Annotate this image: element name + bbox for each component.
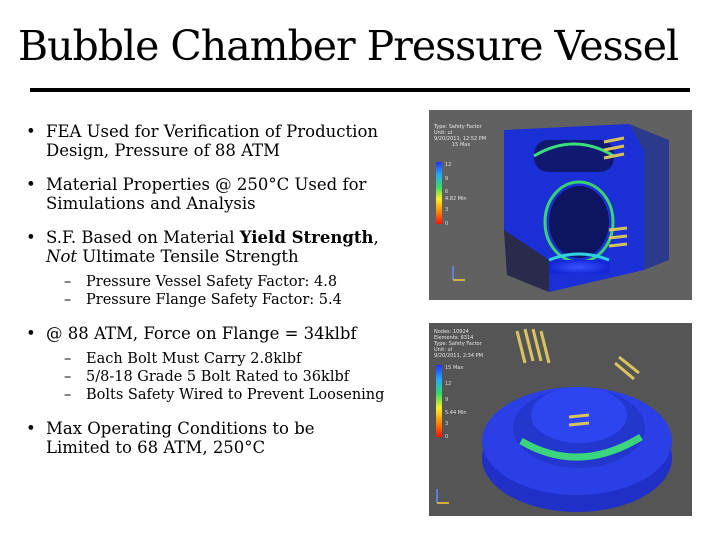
bullet-text: Design, Pressure of 88 ATM — [46, 141, 281, 160]
legend-line: 15 Max — [452, 142, 471, 148]
bullet-text: • @ 88 ATM, Force on Flange = 34klbf — [46, 324, 357, 343]
bullet-text: Simulations and Analysis — [46, 194, 256, 213]
sub-list — [46, 273, 426, 309]
legend-line: Unit: ul — [434, 130, 453, 136]
bullet-text: Limited to 68 ATM, 250°C — [46, 438, 266, 457]
fea-vessel-image — [429, 110, 692, 300]
sub-list — [46, 350, 426, 404]
legend-block — [434, 124, 514, 148]
bullet-list — [26, 122, 426, 472]
bullet-force — [26, 324, 426, 404]
scale-tick: 5.44 Min — [445, 410, 467, 416]
bullet-max-operating — [26, 419, 426, 457]
text-run: Ultimate Tensile Strength — [77, 247, 299, 266]
sub-item: – Pressure Flange Safety Factor: 5.4 — [64, 291, 426, 309]
color-scale-bar — [436, 365, 442, 437]
scale-tick: 4.82 Min — [445, 196, 467, 202]
bullet-text: • Material Properties @ 250°C Used for — [46, 175, 367, 194]
legend-line: Type: Safety Factor — [434, 341, 482, 347]
title-divider — [30, 88, 690, 92]
bullet-text — [46, 228, 426, 247]
text-emphasis: Yield Strength — [239, 228, 374, 247]
scale-tick: 0 — [445, 434, 449, 440]
sub-item: – Pressure Vessel Safety Factor: 4.8 — [64, 273, 426, 291]
legend-line: 9/20/2011, 2:34 PM — [434, 353, 483, 359]
slide-title: Bubble Chamber Pressure Vessel — [18, 22, 679, 70]
text-run: , — [373, 228, 379, 247]
axis-triad-icon — [449, 260, 469, 284]
scale-tick: 12 — [445, 381, 452, 387]
color-scale-bar — [436, 162, 442, 224]
bullet-text: • Max Operating Conditions to be — [46, 419, 315, 438]
legend-line: 9/20/2011, 12:52 PM — [434, 136, 487, 142]
fea-flange-image — [429, 323, 692, 516]
legend-line: Elements: 6314 — [434, 335, 474, 341]
legend-line: Type: Safety Factor — [434, 124, 482, 130]
scale-tick: 0 — [445, 221, 449, 227]
bullet-material — [26, 175, 426, 213]
scale-tick: 9 — [445, 176, 449, 182]
legend-block — [434, 329, 514, 359]
bullet-text — [46, 247, 426, 266]
sub-item: – 5/8-18 Grade 5 Bolt Rated to 36klbf — [64, 368, 426, 386]
scale-tick: 3 — [445, 207, 449, 213]
scale-tick: 12 — [445, 162, 452, 168]
scale-tick: 6 — [445, 189, 449, 195]
bullet-safety-factor — [26, 228, 426, 309]
legend-line: Nodes: 10924 — [434, 329, 469, 335]
text-emphasis: Not — [46, 247, 78, 266]
scale-tick: 3 — [445, 421, 449, 427]
sub-item: – Bolts Safety Wired to Prevent Loosening — [64, 386, 426, 404]
scale-tick: 9 — [445, 397, 449, 403]
bullet-fea — [26, 122, 426, 160]
sub-item: – Each Bolt Must Carry 2.8klbf — [64, 350, 426, 368]
text-run: S.F. Based on Material — [46, 228, 240, 247]
axis-triad-icon — [433, 483, 453, 507]
legend-line: Unit: ul — [434, 347, 453, 353]
bullet-text: • FEA Used for Verification of Production — [46, 122, 379, 141]
scale-tick: 15 Max — [445, 365, 464, 371]
